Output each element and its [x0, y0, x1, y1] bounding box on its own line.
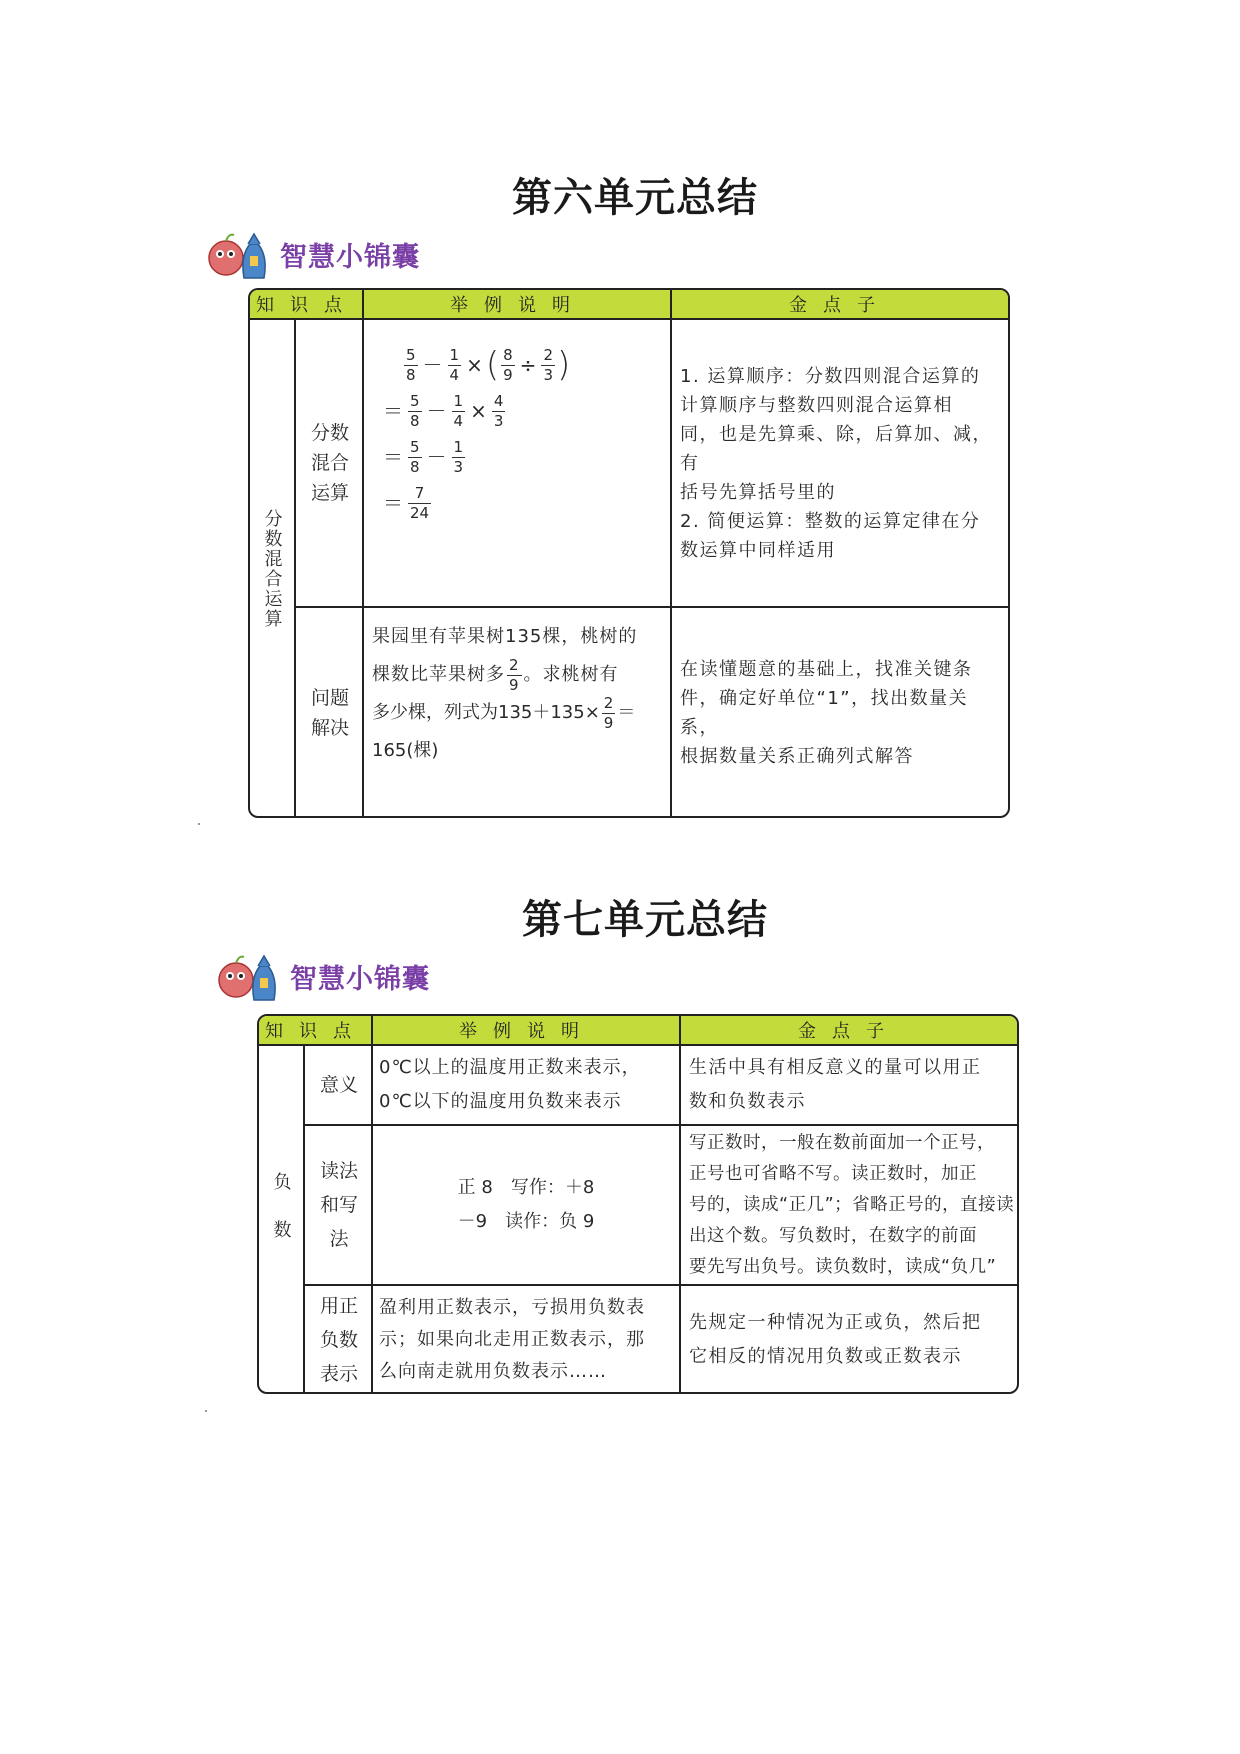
frac: $\frac{5}{8}$	[410, 391, 420, 430]
apple-bag-mascot-icon	[206, 228, 272, 280]
unit7-row1-topic	[309, 1046, 369, 1124]
text: 棵数比苹果树多	[372, 664, 505, 685]
unit7-row3-tips-text: 先规定一种情况为正或负，然后把 它相反的情况用负数或正数表示	[689, 1312, 982, 1367]
op: ＝	[383, 490, 403, 515]
unit7-header-tips: 金点子	[798, 1021, 900, 1042]
unit6-row1-topic-text: 分数混合运算	[310, 422, 349, 504]
unit6-title: 第六单元总结	[512, 175, 758, 221]
op: ＝	[383, 398, 403, 423]
frac: $\frac{1}{4}$	[453, 391, 464, 430]
text: 。求桃树有	[523, 664, 619, 685]
expr-line-1	[380, 342, 666, 388]
paren: (	[485, 345, 500, 385]
unit6-category	[250, 320, 294, 818]
unit7-row3-example	[379, 1286, 677, 1394]
unit7-row2-topic-text: 读法和写法	[319, 1160, 358, 1250]
text: ＝	[617, 702, 636, 723]
op: －	[422, 352, 443, 377]
unit7-header-knowledge: 知识点	[265, 1021, 367, 1042]
op: ＝	[383, 444, 403, 469]
unit6-row1-tips	[680, 320, 1006, 606]
expr-line-2	[380, 388, 666, 434]
expr-line-4	[380, 480, 666, 526]
unit6-badge	[206, 228, 420, 280]
unit7-row3-example-text: 盈利用正数表示，亏损用负数表 示；如果向北走用正数表示，那 么向南走就用负数表示……	[379, 1297, 645, 1382]
unit7-row1-tips	[689, 1046, 1015, 1124]
unit7-row2-tips-text: 写正数时，一般在数前面加一个正号， 正号也可省略不写。读正数时，加正 号的，读成“正几”；省略正号的，直接读 出这个数。写负数时，在数字的前面 要先写出负号。读负数时，读成“负几”	[689, 1132, 1015, 1277]
text: 多少棵，列式为135＋135×	[372, 702, 600, 723]
op: －	[426, 398, 447, 423]
unit7-row2-example	[373, 1126, 679, 1284]
example-line: 果园里有苹果树135棵，桃树的	[372, 626, 638, 647]
frac: $\frac{8}{9}$	[503, 345, 513, 384]
apple-bag-mascot-icon	[216, 950, 282, 1002]
example-line	[372, 694, 666, 732]
op: ×	[470, 398, 487, 423]
scan-mark	[205, 1410, 207, 1412]
op: －	[426, 444, 447, 469]
unit7-table	[257, 1014, 1019, 1394]
frac: $\frac{4}{3}$	[493, 391, 504, 430]
unit6-row1-topic	[300, 320, 360, 606]
unit7-row3-tips	[689, 1286, 1015, 1394]
unit6-row2-tips-text: 在读懂题意的基础上，找准关键条 件，确定好单位“1”，找出数量关系， 根据数量关系正确列式解答	[680, 659, 973, 767]
unit6-table	[248, 288, 1010, 818]
scan-mark	[198, 823, 200, 825]
frac: $\frac{2}{9}$	[509, 655, 520, 694]
unit7-row1-topic-text: 意义	[319, 1073, 358, 1096]
unit7-title: 第七单元总结	[522, 897, 768, 943]
unit7-row2-topic	[309, 1126, 369, 1284]
example-line: 165(棵)	[372, 740, 439, 761]
unit6-row1-example	[370, 342, 666, 592]
unit6-row2-example	[372, 618, 666, 814]
unit6-row2-topic	[300, 608, 360, 818]
frac: $\frac{5}{8}$	[406, 345, 416, 384]
unit7-category	[259, 1046, 303, 1394]
unit7-row3-topic-text: 用正负数表示	[319, 1295, 358, 1385]
example-line: －9 读作：负 9	[457, 1211, 595, 1232]
frac: $\frac{5}{8}$	[410, 437, 420, 476]
frac: $\frac{7}{24}$	[410, 483, 430, 522]
unit7-header-example: 举例说明	[459, 1021, 595, 1042]
unit7-row1-example-text: 0℃以上的温度用正数来表示， 0℃以下的温度用负数来表示	[379, 1057, 641, 1112]
unit7-row1-example	[379, 1046, 677, 1124]
frac: $\frac{1}{3}$	[453, 437, 464, 476]
example-line: 正 8 写作：＋8	[457, 1177, 595, 1198]
unit6-row2-tips	[680, 608, 1006, 818]
unit7-category-text: 负数	[270, 1172, 292, 1268]
unit6-row2-topic-text: 问题解决	[310, 687, 349, 739]
paren: )	[556, 345, 571, 385]
unit6-header-tips: 金点子	[789, 295, 891, 316]
unit6-category-text: 分数混合运算	[261, 509, 283, 629]
unit7-badge-text: 智慧小锦囊	[290, 963, 430, 995]
unit7-badge	[216, 950, 430, 1002]
unit7-row3-topic	[309, 1286, 369, 1394]
frac: $\frac{2}{9}$	[603, 693, 614, 732]
op: ×	[466, 352, 483, 377]
unit6-header-example: 举例说明	[450, 295, 586, 316]
unit6-header-knowledge: 知识点	[256, 295, 358, 316]
expr-line-3	[380, 434, 666, 480]
op: ÷	[519, 352, 537, 377]
unit6-row1-tips-text: 1. 运算顺序：分数四则混合运算的 计算顺序与整数四则混合运算相 同，也是先算乘、除，后算加、减，有 括号先算括号里的 2. 简便运算：整数的运算定律在分 数运算中同样适用	[680, 365, 992, 561]
frac: $\frac{1}{4}$	[449, 345, 460, 384]
example-line	[372, 656, 666, 694]
unit7-row2-tips	[689, 1126, 1017, 1284]
frac: $\frac{2}{3}$	[543, 345, 553, 384]
unit7-row1-tips-text: 生活中具有相反意义的量可以用正 数和负数表示	[689, 1057, 982, 1112]
unit6-badge-text: 智慧小锦囊	[280, 241, 420, 273]
